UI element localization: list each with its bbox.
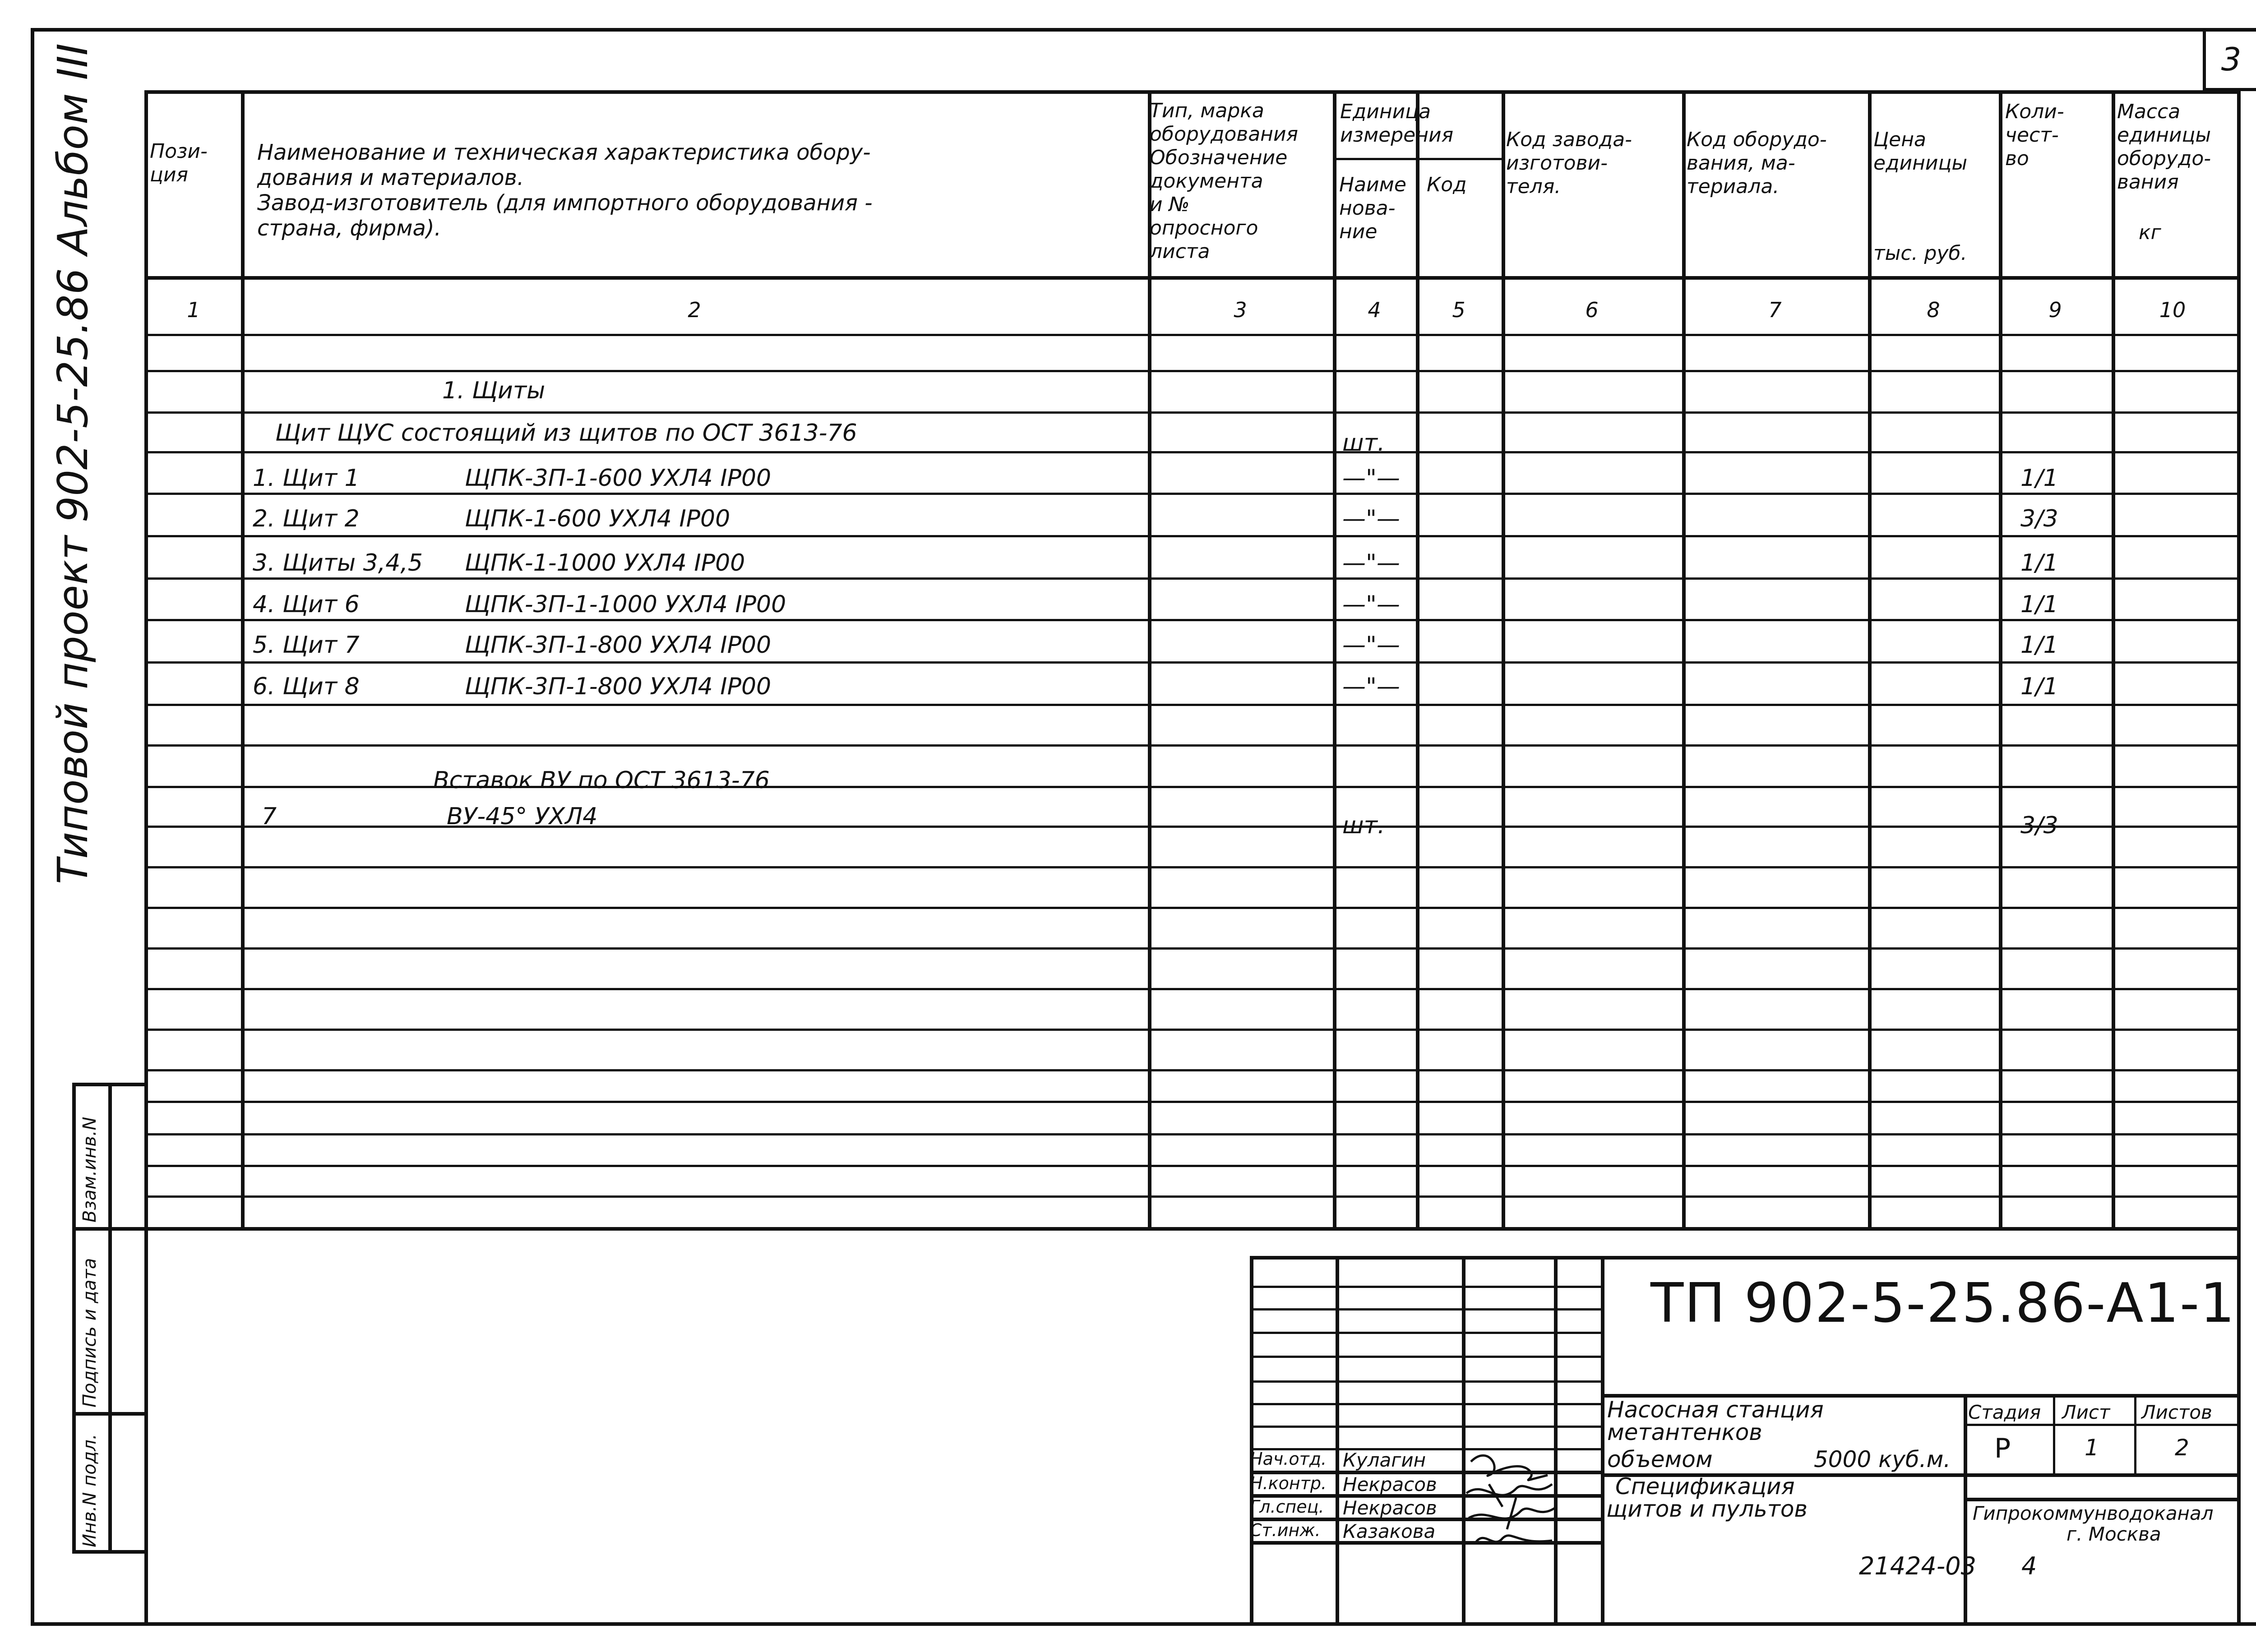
column-separator [1682,90,1686,1227]
table-bottom-border [144,1227,2237,1231]
table-top-border [144,90,2237,94]
role-label: Ст.инж. [1250,1520,1321,1540]
role-label: Н.контр. [1250,1473,1327,1493]
role-label: Нач.отд. [1250,1449,1327,1469]
row-unit: —"— [1342,549,1400,577]
title-block-column [1336,1256,1339,1626]
title-block-row [1250,1356,1601,1358]
header-type: Тип, марка оборудования Обозначение документа и № опросного листа [1150,99,1299,263]
object-title-line: Насосная станция [1607,1397,1824,1423]
person-name: Некрасов [1343,1497,1437,1519]
column-separator [241,90,245,1227]
archive-code: 21424-03 [1859,1552,1976,1580]
title-block-stage-column [1964,1394,1967,1626]
title-block-org-top [1964,1498,2237,1501]
title-block-column [1462,1256,1465,1626]
header-unit-group: Единица измерения [1340,100,1454,147]
title-block-row [1250,1308,1601,1311]
header-quantity: Коли- чест- во [2005,100,2064,170]
header-price-unit: тыс. руб. [1873,242,1967,265]
side-stamp-line [72,1083,76,1552]
table-row-line [144,661,2237,664]
table-row-line [144,451,2237,453]
row-position: 5. Щит 7 [253,632,360,659]
column-number: 7 [1768,298,1782,322]
organization-line: г. Москва [2066,1523,2161,1545]
title-block-column [1554,1256,1558,1626]
table-row-line [144,577,2237,580]
title-block-left [1250,1256,1253,1626]
header-position: Пози- ция [150,140,208,186]
header-bottom-border [144,276,2237,280]
row-name: ЩПК-3П-1-1000 УХЛ4 IР00 [465,591,786,618]
table-right-border [2237,90,2241,1624]
title-block-sheet-column [2053,1394,2055,1473]
column-separator [2112,90,2115,1227]
table-row-line [144,1101,2237,1103]
row-name: Щит ЩУС состоящий из щитов по ОСТ 3613-76 [275,420,857,447]
sheet-label: Лист [2062,1401,2110,1423]
side-stamp-label: Инв.N подл. [79,1434,100,1547]
person-name: Кулагин [1343,1449,1426,1471]
title-block-column [1601,1256,1604,1626]
column-separator [1502,90,1505,1227]
table-row-line [144,704,2237,706]
row-quantity: 3/3 [2020,505,2058,532]
row-name: ЩПК-3П-1-800 УХЛ4 IР00 [465,673,772,700]
header-maker-code: Код завода- изготови- теля. [1506,128,1632,198]
column-separator [1416,90,1419,1227]
column-number: 2 [688,298,701,322]
sheet-title-line: щитов и пультов [1606,1496,1808,1522]
signatures [1462,1444,1566,1552]
side-stamp-line [72,1412,144,1416]
title-block-row [1250,1426,1601,1428]
object-title-line: объемом [1607,1446,1713,1472]
table-row-line [144,334,2237,336]
table-row-line [144,619,2237,621]
row-unit: —"— [1342,673,1400,700]
row-quantity: 1/1 [2020,673,2058,700]
table-row-line [144,1165,2237,1167]
column-number: 10 [2159,298,2186,322]
row-unit: —"— [1342,505,1400,532]
archive-page: 4 [2021,1552,2037,1580]
table-row-line [144,744,2237,747]
document-code: ТП 902-5-25.86-А1-1 [1650,1272,2236,1335]
row-position: 7 [262,803,277,830]
table-row-line [144,1195,2237,1198]
person-name: Казакова [1343,1520,1436,1542]
row-position: 3. Щиты 3,4,5 [253,549,423,577]
row-name: ЩПК-3П-1-800 УХЛ4 IР00 [465,632,772,659]
row-position: 4. Щит 6 [253,591,360,618]
row-unit: шт. [1342,429,1385,457]
column-number: 3 [1234,298,1247,322]
title-block-sheets-column [2134,1394,2136,1473]
title-block-row [1250,1332,1601,1334]
row-unit: —"— [1342,632,1400,659]
header-name: Наименование и техническая характеристика обору- дования и материалов. Завод-изготовитель (для импортного оборудования - страна, фирма). [257,140,873,241]
table-row-line [144,535,2237,537]
row-quantity: 1/1 [2020,591,2058,618]
header-unit-name: Наиме нова- ние [1339,173,1406,243]
person-name: Некрасов [1343,1473,1437,1495]
title-block-row [1250,1380,1601,1383]
title-block-top [1250,1256,2237,1260]
column-number: 4 [1368,298,1381,322]
side-title: Типовой проект 902-5-25.86 Альбом III [49,43,97,884]
side-stamp-line [72,1083,144,1086]
column-number: 9 [2048,298,2062,322]
row-unit: —"— [1342,591,1400,618]
header-price: Цена единицы [1873,128,1968,175]
column-separator [1868,90,1872,1227]
table-row-line [144,1069,2237,1071]
table-row-line [144,370,2237,372]
column-number: 1 [187,298,200,322]
header-mass: Масса единицы оборудо- вания [2117,100,2211,194]
table-row-line [144,493,2237,495]
table-row-line [144,1029,2237,1031]
row-position: 6. Щит 8 [253,673,360,700]
row-unit: шт. [1342,812,1385,839]
row-name: ЩПК-3П-1-600 УХЛ4 IР00 [465,465,772,492]
row-name: ЩПК-1-600 УХЛ4 IР00 [465,505,730,532]
row-quantity: 1/1 [2020,549,2058,577]
side-stamp-label: Взам.инв.N [79,1117,100,1223]
table-row-line [144,866,2237,868]
row-unit: —"— [1342,465,1400,492]
row-section-title: 1. Щиты [442,377,546,404]
header-equipment-code: Код оборудо- вания, ма- териала. [1687,128,1827,198]
title-block-row [1250,1403,1601,1405]
unit-group-divider [1333,158,1502,160]
side-stamp-label: Подпись и дата [79,1258,100,1407]
role-label: Гл.спец. [1250,1497,1324,1517]
sheet-value: 1 [2085,1435,2099,1461]
row-name: ВУ-45° УХЛ4 [447,803,598,830]
header-unit-code: Код [1427,173,1467,196]
sheets-label: Листов [2141,1401,2212,1423]
side-stamp-line [72,1550,144,1554]
table-row-line [144,907,2237,909]
column-separator [1333,90,1336,1227]
column-number: 6 [1585,298,1599,322]
stage-value: Р [1994,1433,2011,1464]
column-number: 8 [1927,298,1940,322]
side-stamp-line [108,1083,112,1552]
row-position: 2. Щит 2 [253,505,360,532]
sheets-value: 2 [2175,1435,2189,1461]
sheet-number: 3 [2221,41,2242,78]
title-block-row [1250,1286,1601,1288]
column-separator [1999,90,2002,1227]
sheet-title-line: Спецификация [1615,1473,1795,1500]
stage-label: Стадия [1968,1401,2041,1423]
title-block-stage-header [1964,1424,2237,1426]
table-row-line [144,1133,2237,1135]
header-mass-unit: кг [2139,221,2161,244]
row-quantity: 1/1 [2020,632,2058,659]
table-row-line [144,947,2237,950]
organization-line: Гипрокоммунводоканал [1973,1502,2214,1524]
row-name: Вставок ВУ по ОСТ 3613-76 [433,767,770,794]
row-quantity: 3/3 [2020,812,2058,839]
table-row-line [144,988,2237,990]
side-stamp-line [72,1227,144,1231]
row-quantity: 1/1 [2020,465,2058,492]
object-title-line: метантенков [1607,1419,1762,1445]
row-name: ЩПК-1-1000 УХЛ4 IР00 [465,549,745,577]
row-position: 1. Щит 1 [253,465,360,492]
column-number: 5 [1452,298,1465,322]
object-volume: 5000 куб.м. [1814,1446,1951,1472]
table-row-line [144,411,2237,414]
